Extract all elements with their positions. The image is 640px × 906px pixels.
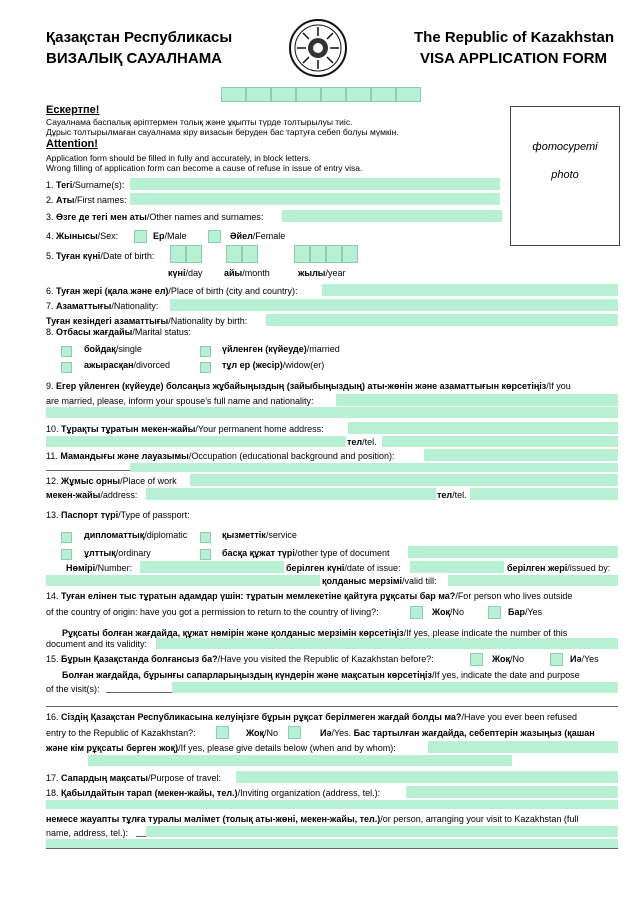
q7-birth-label: Туған кезіндегі азаматтығы/Nationality by birth: (46, 316, 248, 326)
surname-input[interactable] (130, 178, 500, 190)
header-en-title: VISA APPLICATION FORM (420, 50, 607, 67)
valid-till-input[interactable] (448, 575, 618, 586)
refusal-details-input-line2[interactable] (88, 755, 512, 766)
inviting-organization-input[interactable] (406, 786, 618, 798)
q15-sub-label-line2: of the visit(s): (46, 684, 100, 694)
header-en-country: The Republic of Kazakhstan (414, 29, 615, 46)
q14-label: 14. Туған елінен тыс тұратын адамдар үшін: тұратын мемлекетіне қайтуға рұқсаты бар ма?/For person who lives outside (46, 591, 573, 601)
valid-till-label: қолданыс мерзімі/valid till: (322, 576, 437, 586)
passport-number-label: Нөмірі/Number: (66, 563, 133, 573)
home-tel-input[interactable] (382, 436, 618, 447)
service-label: қызметтік/service (222, 530, 297, 540)
married-checkbox[interactable] (200, 346, 211, 357)
return-permission-no-checkbox[interactable] (410, 606, 423, 619)
purpose-of-travel-input[interactable] (236, 771, 618, 783)
work-address-input[interactable] (146, 488, 436, 500)
state-emblem-icon (288, 18, 348, 78)
issue-date-label: берілген күні/date of issue: (286, 563, 401, 573)
q18-label: 18. Қабылдайтын тарап (мекен-жайы, тел.)/Inviting organization (address, tel.): (46, 788, 381, 798)
q3-label: 3. Өзге де тегі мен аты/Other names and surnames: (46, 212, 264, 222)
nationality-input[interactable] (170, 299, 618, 311)
q18-sub-label-line2: name, address, tel.): (46, 828, 129, 838)
visited-yes-checkbox[interactable] (550, 653, 563, 666)
q10-label: 10. Тұрақты тұратын мекен-жайы/Your permanent home address: (46, 424, 324, 434)
refused-no-label: Жоқ/No (246, 728, 279, 738)
q14-sub-label-line2: document and its validity: (46, 639, 148, 649)
q11-label: 11. Мамандығы және лауазымы/Occupation (educational background and position): (46, 451, 395, 461)
refused-yes-checkbox[interactable] (288, 726, 301, 739)
notice-kz-line1: Сауалнама баспалық әріптермен толық және ұқыпты түрде толтырылуы тиіс. (46, 117, 353, 127)
ordinary-label: ұлттық/ordinary (84, 548, 151, 558)
return-no-label: Жоқ/No (432, 607, 465, 617)
q5-label: 5. Туған күні/Date of birth: (46, 251, 155, 261)
photo-label-kz: фотосуреті (532, 141, 598, 153)
divorced-checkbox[interactable] (61, 362, 72, 373)
home-address-input-line2[interactable] (46, 436, 346, 447)
widow-label: тұл ер (жесір)/widow(er) (222, 360, 325, 370)
month-label: айы/month (224, 268, 270, 278)
photo-label-en: photo (551, 169, 579, 181)
previous-visits-input[interactable] (172, 682, 618, 693)
other-document-label: басқа құжат түрі/other type of document (222, 548, 390, 558)
female-label: Әйел/Female (230, 231, 286, 241)
q8-label: 8. Отбасы жағдайы/Marital status: (46, 327, 191, 337)
arranging-person-input[interactable] (146, 826, 618, 837)
service-checkbox[interactable] (200, 532, 211, 543)
place-of-birth-input[interactable] (322, 284, 618, 296)
nationality-by-birth-input[interactable] (266, 314, 618, 326)
spouse-input[interactable] (336, 394, 618, 406)
notice-en-line1: Application form should be filled in fully and accurately, in block letters. (46, 153, 311, 163)
q9-label: 9. Егер үйленген (күйеуде) болсаңыз жұбайыңыздың (зайыбыңыздың) аты-жөнін және азаматтығын көрсетіңіз/If you (46, 381, 571, 391)
visited-no-checkbox[interactable] (470, 653, 483, 666)
header-kz-title: ВИЗАЛЫҚ САУАЛНАМА (46, 50, 223, 67)
visited-no-label: Жоқ/No (492, 654, 525, 664)
return-permission-details-input[interactable] (156, 638, 618, 649)
visited-yes-label: Иә/Yes (570, 654, 599, 664)
diplomatic-checkbox[interactable] (61, 532, 72, 543)
refusal-details-input[interactable] (428, 741, 618, 753)
q10-tel-label: тел/tel. (347, 437, 377, 447)
workplace-input[interactable] (190, 474, 618, 486)
ordinary-checkbox[interactable] (61, 549, 72, 560)
q14-label-line2: of the country of origin: have you got a permission to return to the country of living?: (46, 607, 379, 617)
year-label: жылы/year (298, 268, 346, 278)
day-label: күні/day (168, 268, 203, 278)
return-permission-yes-checkbox[interactable] (488, 606, 501, 619)
male-checkbox[interactable] (134, 230, 147, 243)
first-name-input[interactable] (130, 193, 500, 205)
q6-label: 6. Туған жері (қала және ел)/Place of birth (city and country): (46, 286, 298, 296)
q9-label-line2: are married, please, inform your spouse’s full name and nationality: (46, 396, 314, 406)
header-kz-country: Қазақстан Республикасы (46, 29, 233, 46)
q16-label: 16. Сіздің Қазақстан Республикасына келуіңізге бұрын рұқсат берілмеген жағдай болды ма?/Have you ever been refused (46, 712, 578, 722)
return-yes-label: Бар/Yes (508, 607, 543, 617)
other-document-checkbox[interactable] (200, 549, 211, 560)
q14-sub-label: Рұқсаты болған жағдайда, құжат нөмірін және қолданыс мерзімін көрсетіңіз/If yes, please indicate the number of this (62, 628, 568, 638)
issue-date-input[interactable] (410, 561, 504, 573)
issued-by-label: берілген жері/issued by: (507, 563, 611, 573)
diplomatic-label: дипломаттық/diplomatic (84, 530, 188, 540)
other-names-input[interactable] (282, 210, 502, 222)
single-label: бойдақ/single (84, 344, 142, 354)
refused-yes-label: Иә/Yes. Бас тартылған жағдайда, себептерін жазыңыз (қашан (320, 728, 595, 738)
refused-no-checkbox[interactable] (216, 726, 229, 739)
passport-number-input[interactable] (140, 561, 284, 573)
q1-label: 1. Тегі/Surname(s): (46, 180, 125, 190)
notice-kz-heading: Ескертпе! (46, 104, 100, 116)
work-tel-input[interactable] (470, 488, 618, 500)
notice-en-heading: Attention! (46, 138, 98, 150)
divorced-label: ажырасқан/divorced (84, 360, 171, 370)
q16-sub-label: және кім рұқсаты берген жоқ)/If yes, please give details below (when and by whom): (46, 743, 396, 753)
notice-kz-line2: Дұрыс толтырылмаған сауалнама кіру визасын беруден бас тартуға себеп болуы мүмкін. (46, 127, 399, 137)
q12-label: 12. Жұмыс орны/Place of work (46, 476, 177, 486)
q2-label: 2. Аты/First names: (46, 195, 127, 205)
married-label: үйленген (күйеуде)/married (222, 344, 340, 354)
arranging-person-input-line2[interactable] (46, 839, 618, 848)
male-label: Ер/Male (153, 231, 187, 241)
spouse-input-line2[interactable] (46, 407, 618, 418)
single-checkbox[interactable] (61, 346, 72, 357)
inviting-organization-input-line2[interactable] (46, 800, 618, 809)
occupation-input-line2[interactable] (130, 463, 618, 472)
q15-label: 15. Бұрын Қазақстанда болғансыз ба?/Have you visited the Republic of Kazakhstan before?: (46, 654, 434, 664)
photo-box[interactable] (510, 106, 620, 246)
home-address-input[interactable] (348, 422, 618, 434)
q13-label: 13. Паспорт түрі/Type of passport: (46, 510, 190, 520)
q18-sub-label: немесе жауапты тұлға туралы мәлімет (толық аты-жөні, мекен-жайы, тел.)/or person, arranging your visit to Kazakhstan (full (46, 814, 579, 824)
notice-en-line2: Wrong filling of application form can become a cause of refuse in issue of entry visa. (46, 163, 363, 173)
q15-sub-label: Болған жағдайда, бұрынғы сапарларыңыздың күндерін және мақсатын көрсетіңіз/If yes, indicate the date and purpose (62, 670, 580, 680)
q17-label: 17. Сапардың мақсаты/Purpose of travel: (46, 773, 221, 783)
other-document-input[interactable] (408, 546, 618, 558)
issued-by-input[interactable] (46, 575, 320, 586)
q16-label-line2: entry to the Republic of Kazakhstan?: (46, 728, 196, 738)
q4-label: 4. Жынысы/Sex: (46, 231, 119, 241)
female-checkbox[interactable] (208, 230, 221, 243)
q12-address-label: мекен-жайы/address: (46, 490, 138, 500)
q12-tel-label: тел/tel. (437, 490, 467, 500)
widow-checkbox[interactable] (200, 362, 211, 373)
occupation-input[interactable] (424, 449, 618, 461)
q7-label: 7. Азаматтығы/Nationality: (46, 301, 159, 311)
